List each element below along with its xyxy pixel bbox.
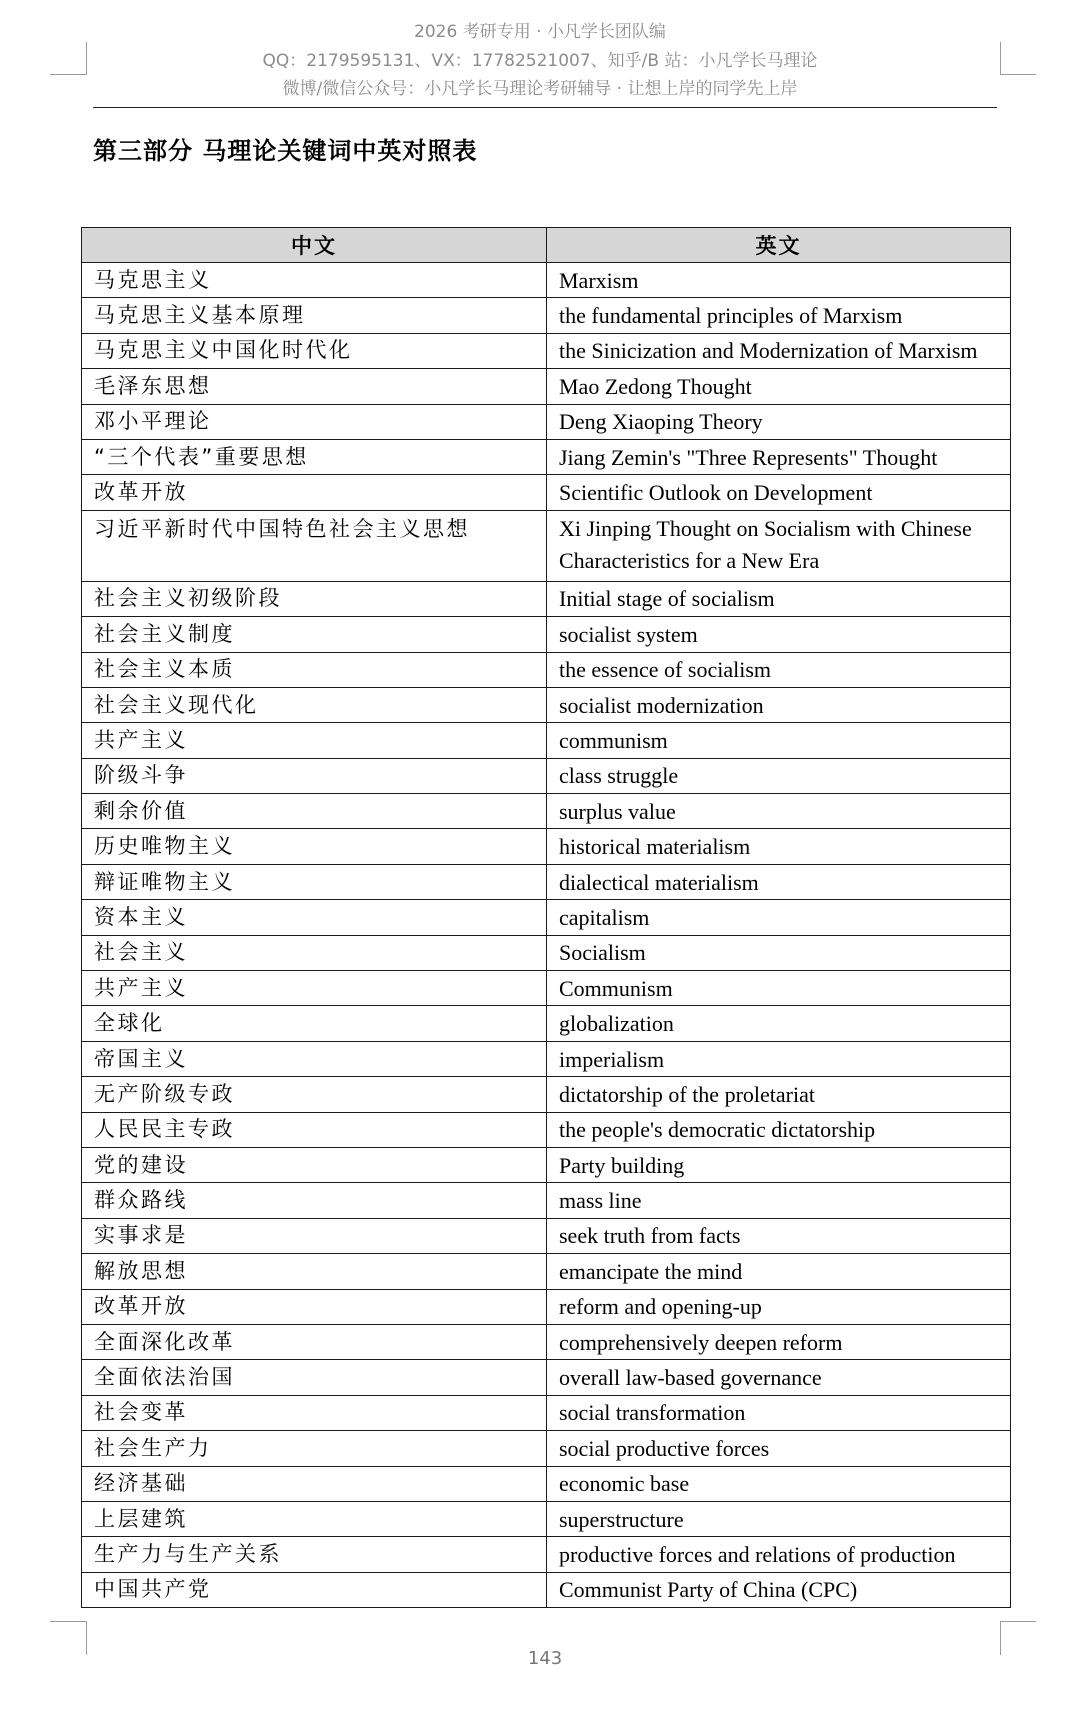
english-term: Marxism — [547, 263, 1011, 298]
chinese-term: 社会主义初级阶段 — [82, 581, 547, 616]
chinese-term: 全面深化改革 — [82, 1324, 547, 1359]
chinese-term: 剩余价值 — [82, 794, 547, 829]
english-term: Jiang Zemin's "Three Represents" Thought — [547, 439, 1011, 474]
chinese-term: 党的建设 — [82, 1147, 547, 1182]
chinese-term: 历史唯物主义 — [82, 829, 547, 864]
chinese-term: 社会主义 — [82, 935, 547, 970]
table-row — [82, 1218, 1011, 1253]
table-row — [82, 617, 1011, 652]
table-row — [82, 1395, 1011, 1430]
table-row — [82, 1431, 1011, 1466]
english-term: Xi Jinping Thought on Socialism with Chinese Characteristics for a New Era — [547, 510, 1011, 581]
table-row — [82, 652, 1011, 687]
english-term: dictatorship of the proletariat — [547, 1077, 1011, 1112]
chinese-term: 解放思想 — [82, 1254, 547, 1289]
english-term: the people's democratic dictatorship — [547, 1112, 1011, 1147]
table-row — [82, 475, 1011, 510]
chinese-term: 资本主义 — [82, 900, 547, 935]
table-row — [82, 1077, 1011, 1112]
table-row — [82, 971, 1011, 1006]
chinese-term: 社会变革 — [82, 1395, 547, 1430]
table-row — [82, 581, 1011, 616]
chinese-term: 社会主义制度 — [82, 617, 547, 652]
english-term: capitalism — [547, 900, 1011, 935]
chinese-term: 改革开放 — [82, 475, 547, 510]
page-header — [0, 18, 1080, 104]
chinese-term: 实事求是 — [82, 1218, 547, 1253]
english-term: surplus value — [547, 794, 1011, 829]
table-row — [82, 263, 1011, 298]
chinese-term: 共产主义 — [82, 971, 547, 1006]
table-row — [82, 1360, 1011, 1395]
table-row — [82, 1254, 1011, 1289]
table-row — [82, 439, 1011, 474]
english-term: reform and opening-up — [547, 1289, 1011, 1324]
chinese-term: 习近平新时代中国特色社会主义思想 — [82, 510, 547, 581]
english-term: superstructure — [547, 1501, 1011, 1536]
english-term: class struggle — [547, 758, 1011, 793]
header-line-1: 2026 考研专用 · 小凡学长团队编 — [414, 22, 666, 42]
english-term: seek truth from facts — [547, 1218, 1011, 1253]
english-term: imperialism — [547, 1041, 1011, 1076]
chinese-term: 经济基础 — [82, 1466, 547, 1501]
chinese-term: 上层建筑 — [82, 1501, 547, 1536]
page-number: 143 — [527, 1648, 563, 1669]
chinese-term: 生产力与生产关系 — [82, 1537, 547, 1572]
english-term: comprehensively deepen reform — [547, 1324, 1011, 1359]
header-line-3: 微博/微信公众号：小凡学长马理论考研辅导 · 让想上岸的同学先上岸 — [282, 79, 798, 99]
english-term: Initial stage of socialism — [547, 581, 1011, 616]
english-term: social productive forces — [547, 1431, 1011, 1466]
table-row — [82, 723, 1011, 758]
chinese-term: 全球化 — [82, 1006, 547, 1041]
chinese-term: 毛泽东思想 — [82, 369, 547, 404]
header-line-2: QQ：2179595131、VX：17782521007、知乎/B 站：小凡学长马理论 — [262, 50, 818, 71]
chinese-term: 帝国主义 — [82, 1041, 547, 1076]
chinese-term: 社会主义本质 — [82, 652, 547, 687]
english-term: Mao Zedong Thought — [547, 369, 1011, 404]
english-term: economic base — [547, 1466, 1011, 1501]
section-title: 第三部分 马理论关键词中英对照表 — [93, 137, 478, 165]
table-row — [82, 510, 1011, 581]
english-term: Party building — [547, 1147, 1011, 1182]
table-body — [82, 263, 1011, 1608]
chinese-term: 邓小平理论 — [82, 404, 547, 439]
chinese-term: 社会主义现代化 — [82, 687, 547, 722]
table-row — [82, 864, 1011, 899]
chinese-term: 马克思主义 — [82, 263, 547, 298]
table-header-row — [82, 228, 1011, 263]
table-row — [82, 404, 1011, 439]
table-row — [82, 1572, 1011, 1607]
chinese-term: 马克思主义中国化时代化 — [82, 333, 547, 368]
english-term: emancipate the mind — [547, 1254, 1011, 1289]
english-term: communism — [547, 723, 1011, 758]
table-row — [82, 1112, 1011, 1147]
english-term: Socialism — [547, 935, 1011, 970]
table-row — [82, 298, 1011, 333]
glossary-table — [81, 227, 1011, 1608]
table-row — [82, 794, 1011, 829]
table-row — [82, 1006, 1011, 1041]
english-term: globalization — [547, 1006, 1011, 1041]
table-row — [82, 1289, 1011, 1324]
chinese-term: 群众路线 — [82, 1183, 547, 1218]
column-header-english: 英文 — [547, 228, 1011, 263]
english-term: socialist system — [547, 617, 1011, 652]
table-row — [82, 333, 1011, 368]
table-row — [82, 1147, 1011, 1182]
english-term: social transformation — [547, 1395, 1011, 1430]
chinese-term: 改革开放 — [82, 1289, 547, 1324]
table-row — [82, 1466, 1011, 1501]
table-row — [82, 1537, 1011, 1572]
chinese-term: 辩证唯物主义 — [82, 864, 547, 899]
header-divider — [93, 107, 997, 108]
english-term: the fundamental principles of Marxism — [547, 298, 1011, 333]
english-term: dialectical materialism — [547, 864, 1011, 899]
table-row — [82, 829, 1011, 864]
english-term: Scientific Outlook on Development — [547, 475, 1011, 510]
english-term: Communist Party of China (CPC) — [547, 1572, 1011, 1607]
chinese-term: 马克思主义基本原理 — [82, 298, 547, 333]
table-row — [82, 758, 1011, 793]
chinese-term: 社会生产力 — [82, 1431, 547, 1466]
table-row — [82, 1324, 1011, 1359]
chinese-term: 阶级斗争 — [82, 758, 547, 793]
chinese-term: “三个代表”重要思想 — [82, 439, 547, 474]
english-term: Communism — [547, 971, 1011, 1006]
english-term: Deng Xiaoping Theory — [547, 404, 1011, 439]
english-term: the Sinicization and Modernization of Marxism — [547, 333, 1011, 368]
table-row — [82, 369, 1011, 404]
english-term: productive forces and relations of production — [547, 1537, 1011, 1572]
table-row — [82, 900, 1011, 935]
chinese-term: 共产主义 — [82, 723, 547, 758]
chinese-term: 无产阶级专政 — [82, 1077, 547, 1112]
table-row — [82, 1501, 1011, 1536]
english-term: socialist modernization — [547, 687, 1011, 722]
table-row — [82, 935, 1011, 970]
chinese-term: 全面依法治国 — [82, 1360, 547, 1395]
table-row — [82, 1183, 1011, 1218]
table-row — [82, 1041, 1011, 1076]
english-term: historical materialism — [547, 829, 1011, 864]
table-row — [82, 687, 1011, 722]
column-header-chinese: 中文 — [82, 228, 547, 263]
english-term: the essence of socialism — [547, 652, 1011, 687]
chinese-term: 人民民主专政 — [82, 1112, 547, 1147]
english-term: overall law-based governance — [547, 1360, 1011, 1395]
english-term: mass line — [547, 1183, 1011, 1218]
chinese-term: 中国共产党 — [82, 1572, 547, 1607]
